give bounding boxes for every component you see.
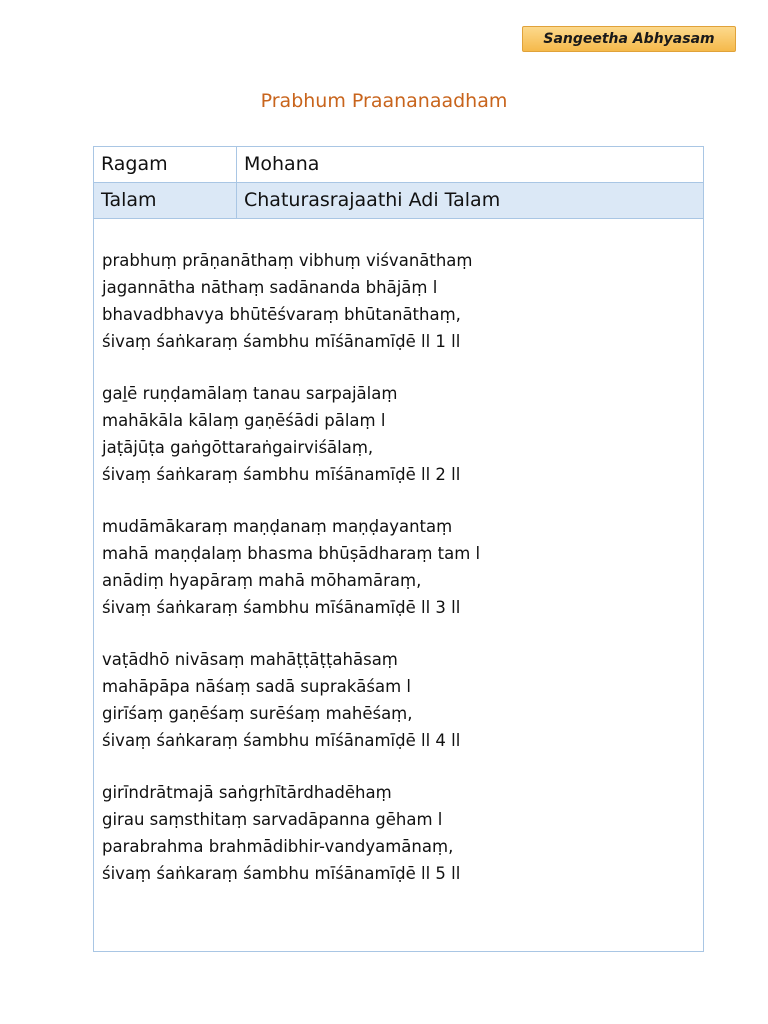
lyric-line: śivaṃ śaṅkaraṃ śambhu mīśānamīḍē ll 5 ll xyxy=(102,864,461,883)
lyrics xyxy=(102,247,697,912)
stanza-5 xyxy=(102,779,697,887)
lyric-line: girīndrātmajā saṅgṛhītārdhadēhaṃ xyxy=(102,783,392,802)
info-value: Mohana xyxy=(244,153,320,175)
page-title: Prabhum Praananaadham xyxy=(260,90,508,112)
lyric-line: parabrahma brahmādibhir-vandyamānaṃ, xyxy=(102,837,454,856)
stanza-3 xyxy=(102,513,697,621)
lyric-line: gaḻē ruṇḍamālaṃ tanau sarpajālaṃ xyxy=(102,384,398,403)
lyric-line: anādiṃ hyapāraṃ mahā mōhamāraṃ, xyxy=(102,571,422,590)
lyric-line: mahākāla kālaṃ gaṇēśādi pālaṃ l xyxy=(102,411,386,430)
site-badge: Sangeetha Abhyasam xyxy=(522,26,736,52)
stanza-4 xyxy=(102,646,697,754)
lyric-line: śivaṃ śaṅkaraṃ śambhu mīśānamīḍē ll 1 ll xyxy=(102,332,461,351)
lyric-line: śivaṃ śaṅkaraṃ śambhu mīśānamīḍē ll 3 ll xyxy=(102,598,461,617)
stanza-2 xyxy=(102,380,697,488)
lyric-line: mahāpāpa nāśaṃ sadā suprakāśam l xyxy=(102,677,411,696)
lyric-line: śivaṃ śaṅkaraṃ śambhu mīśānamīḍē ll 2 ll xyxy=(102,465,461,484)
lyric-line: mahā maṇḍalaṃ bhasma bhūṣādharaṃ tam l xyxy=(102,544,481,563)
info-value: Chaturasrajaathi Adi Talam xyxy=(244,189,501,211)
lyric-line: bhavadbhavya bhūtēśvaraṃ bhūtanāthaṃ, xyxy=(102,305,461,324)
lyric-line: prabhuṃ prāṇanāthaṃ vibhuṃ viśvanāthaṃ xyxy=(102,251,473,270)
lyric-line: jaṭājūṭa gaṅgōttaraṅgairviśālaṃ, xyxy=(102,438,374,457)
table-divider xyxy=(236,147,237,219)
lyric-line: śivaṃ śaṅkaraṃ śambhu mīśānamīḍē ll 4 ll xyxy=(102,731,461,750)
info-key: Talam xyxy=(101,189,157,211)
lyric-line: vaṭādhō nivāsaṃ mahāṭṭāṭṭahāsaṃ xyxy=(102,650,398,669)
lyric-line: girīśaṃ gaṇēśaṃ surēśaṃ mahēśaṃ, xyxy=(102,704,413,723)
stanza-1 xyxy=(102,247,697,355)
lyric-line: mudāmākaraṃ maṇḍanaṃ maṇḍayantaṃ xyxy=(102,517,453,536)
lyric-line: jagannātha nāthaṃ sadānanda bhājāṃ l xyxy=(102,278,438,297)
info-key: Ragam xyxy=(101,153,168,175)
info-row-talam xyxy=(94,183,703,219)
song-box xyxy=(93,146,704,952)
info-row-ragam xyxy=(94,147,703,183)
lyric-line: girau saṃsthitaṃ sarvadāpanna gēham l xyxy=(102,810,443,829)
